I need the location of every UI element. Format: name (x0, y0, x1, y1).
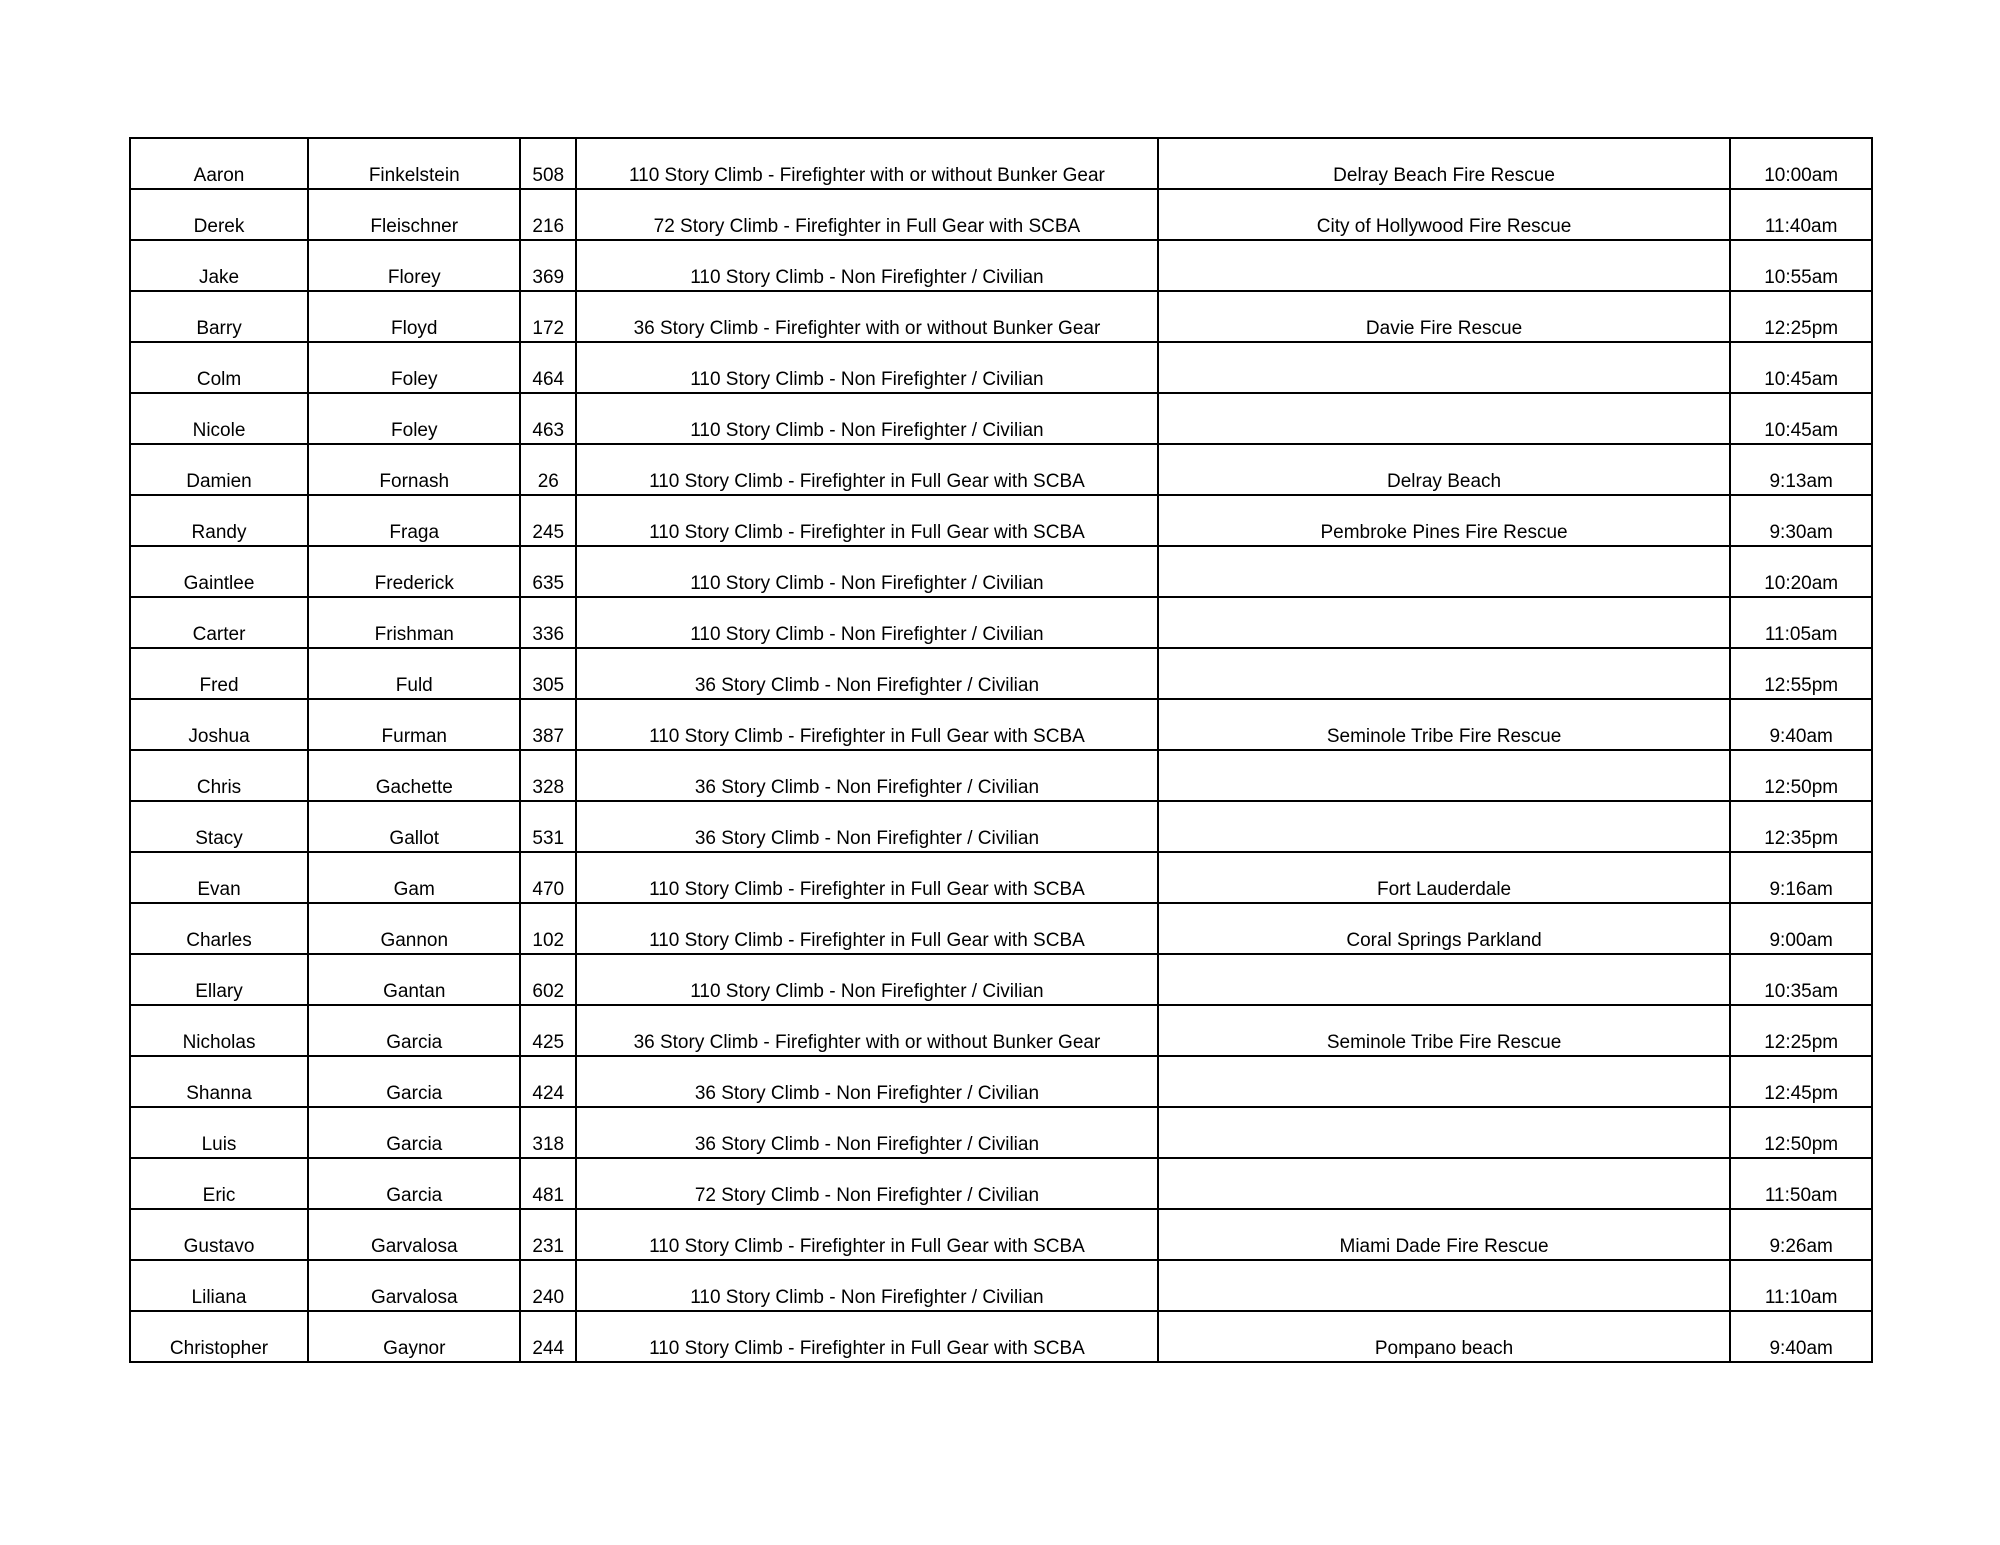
participant-table-body (130, 138, 1872, 1362)
table-row (130, 495, 1872, 546)
last-name-cell: Garcia (308, 1158, 520, 1209)
table-row (130, 546, 1872, 597)
table-row (130, 1311, 1872, 1362)
first-name-cell: Gustavo (130, 1209, 308, 1260)
start-time-cell: 9:40am (1730, 1311, 1872, 1362)
department-cell (1158, 1107, 1731, 1158)
event-cell: 36 Story Climb - Non Firefighter / Civilian (576, 750, 1158, 801)
department-cell: City of Hollywood Fire Rescue (1158, 189, 1731, 240)
last-name-cell: Frishman (308, 597, 520, 648)
start-time-cell: 10:00am (1730, 138, 1872, 189)
department-cell: Davie Fire Rescue (1158, 291, 1731, 342)
last-name-cell: Frederick (308, 546, 520, 597)
table-row (130, 852, 1872, 903)
start-time-cell: 10:45am (1730, 342, 1872, 393)
first-name-cell: Stacy (130, 801, 308, 852)
start-time-cell: 12:25pm (1730, 291, 1872, 342)
bib-number-cell: 531 (520, 801, 576, 852)
event-cell: 110 Story Climb - Non Firefighter / Civilian (576, 597, 1158, 648)
table-row (130, 699, 1872, 750)
event-cell: 36 Story Climb - Non Firefighter / Civilian (576, 648, 1158, 699)
last-name-cell: Fraga (308, 495, 520, 546)
table-row (130, 648, 1872, 699)
department-cell: Seminole Tribe Fire Rescue (1158, 1005, 1731, 1056)
last-name-cell: Fornash (308, 444, 520, 495)
table-row (130, 444, 1872, 495)
last-name-cell: Garvalosa (308, 1260, 520, 1311)
first-name-cell: Gaintlee (130, 546, 308, 597)
bib-number-cell: 481 (520, 1158, 576, 1209)
first-name-cell: Eric (130, 1158, 308, 1209)
event-cell: 36 Story Climb - Firefighter with or without Bunker Gear (576, 291, 1158, 342)
department-cell (1158, 648, 1731, 699)
department-cell: Pompano beach (1158, 1311, 1731, 1362)
department-cell (1158, 342, 1731, 393)
first-name-cell: Barry (130, 291, 308, 342)
event-cell: 110 Story Climb - Firefighter in Full Gear with SCBA (576, 444, 1158, 495)
event-cell: 110 Story Climb - Firefighter with or without Bunker Gear (576, 138, 1158, 189)
table-row (130, 954, 1872, 1005)
table-row (130, 1209, 1872, 1260)
table-row (130, 750, 1872, 801)
last-name-cell: Gallot (308, 801, 520, 852)
event-cell: 72 Story Climb - Firefighter in Full Gear with SCBA (576, 189, 1158, 240)
event-cell: 36 Story Climb - Non Firefighter / Civilian (576, 1107, 1158, 1158)
bib-number-cell: 26 (520, 444, 576, 495)
department-cell (1158, 1260, 1731, 1311)
start-time-cell: 11:05am (1730, 597, 1872, 648)
department-cell: Delray Beach Fire Rescue (1158, 138, 1731, 189)
bib-number-cell: 231 (520, 1209, 576, 1260)
event-cell: 110 Story Climb - Non Firefighter / Civilian (576, 546, 1158, 597)
first-name-cell: Christopher (130, 1311, 308, 1362)
bib-number-cell: 424 (520, 1056, 576, 1107)
table-row (130, 1005, 1872, 1056)
first-name-cell: Aaron (130, 138, 308, 189)
event-cell: 36 Story Climb - Non Firefighter / Civilian (576, 801, 1158, 852)
bib-number-cell: 336 (520, 597, 576, 648)
first-name-cell: Derek (130, 189, 308, 240)
start-time-cell: 11:10am (1730, 1260, 1872, 1311)
start-time-cell: 12:35pm (1730, 801, 1872, 852)
start-time-cell: 10:45am (1730, 393, 1872, 444)
bib-number-cell: 102 (520, 903, 576, 954)
bib-number-cell: 328 (520, 750, 576, 801)
event-cell: 110 Story Climb - Non Firefighter / Civilian (576, 954, 1158, 1005)
department-cell (1158, 393, 1731, 444)
start-time-cell: 11:40am (1730, 189, 1872, 240)
bib-number-cell: 508 (520, 138, 576, 189)
table-row (130, 240, 1872, 291)
first-name-cell: Nicole (130, 393, 308, 444)
department-cell (1158, 546, 1731, 597)
last-name-cell: Garcia (308, 1107, 520, 1158)
last-name-cell: Florey (308, 240, 520, 291)
start-time-cell: 12:45pm (1730, 1056, 1872, 1107)
last-name-cell: Gantan (308, 954, 520, 1005)
last-name-cell: Foley (308, 342, 520, 393)
table-row (130, 597, 1872, 648)
last-name-cell: Gannon (308, 903, 520, 954)
department-cell (1158, 801, 1731, 852)
department-cell (1158, 240, 1731, 291)
first-name-cell: Damien (130, 444, 308, 495)
bib-number-cell: 463 (520, 393, 576, 444)
event-cell: 110 Story Climb - Firefighter in Full Gear with SCBA (576, 1311, 1158, 1362)
first-name-cell: Charles (130, 903, 308, 954)
department-cell: Delray Beach (1158, 444, 1731, 495)
start-time-cell: 9:40am (1730, 699, 1872, 750)
first-name-cell: Shanna (130, 1056, 308, 1107)
first-name-cell: Nicholas (130, 1005, 308, 1056)
start-time-cell: 12:25pm (1730, 1005, 1872, 1056)
bib-number-cell: 240 (520, 1260, 576, 1311)
last-name-cell: Garvalosa (308, 1209, 520, 1260)
bib-number-cell: 387 (520, 699, 576, 750)
start-time-cell: 9:26am (1730, 1209, 1872, 1260)
first-name-cell: Liliana (130, 1260, 308, 1311)
last-name-cell: Fleischner (308, 189, 520, 240)
event-cell: 72 Story Climb - Non Firefighter / Civilian (576, 1158, 1158, 1209)
event-cell: 110 Story Climb - Non Firefighter / Civilian (576, 240, 1158, 291)
bib-number-cell: 602 (520, 954, 576, 1005)
start-time-cell: 10:20am (1730, 546, 1872, 597)
event-cell: 36 Story Climb - Non Firefighter / Civilian (576, 1056, 1158, 1107)
start-time-cell: 12:55pm (1730, 648, 1872, 699)
last-name-cell: Gachette (308, 750, 520, 801)
department-cell (1158, 597, 1731, 648)
table-row (130, 138, 1872, 189)
first-name-cell: Colm (130, 342, 308, 393)
table-row (130, 342, 1872, 393)
first-name-cell: Ellary (130, 954, 308, 1005)
department-cell: Fort Lauderdale (1158, 852, 1731, 903)
first-name-cell: Jake (130, 240, 308, 291)
bib-number-cell: 425 (520, 1005, 576, 1056)
start-time-cell: 10:55am (1730, 240, 1872, 291)
event-cell: 110 Story Climb - Firefighter in Full Gear with SCBA (576, 1209, 1158, 1260)
bib-number-cell: 635 (520, 546, 576, 597)
table-row (130, 393, 1872, 444)
event-cell: 36 Story Climb - Firefighter with or without Bunker Gear (576, 1005, 1158, 1056)
start-time-cell: 10:35am (1730, 954, 1872, 1005)
bib-number-cell: 245 (520, 495, 576, 546)
table-row (130, 1260, 1872, 1311)
table-row (130, 801, 1872, 852)
table-row (130, 1107, 1872, 1158)
bib-number-cell: 172 (520, 291, 576, 342)
first-name-cell: Joshua (130, 699, 308, 750)
first-name-cell: Carter (130, 597, 308, 648)
event-cell: 110 Story Climb - Firefighter in Full Gear with SCBA (576, 903, 1158, 954)
event-cell: 110 Story Climb - Firefighter in Full Gear with SCBA (576, 495, 1158, 546)
department-cell: Miami Dade Fire Rescue (1158, 1209, 1731, 1260)
last-name-cell: Gaynor (308, 1311, 520, 1362)
department-cell (1158, 1056, 1731, 1107)
department-cell (1158, 1158, 1731, 1209)
last-name-cell: Floyd (308, 291, 520, 342)
department-cell (1158, 750, 1731, 801)
last-name-cell: Garcia (308, 1005, 520, 1056)
table-row (130, 1056, 1872, 1107)
last-name-cell: Fuld (308, 648, 520, 699)
last-name-cell: Garcia (308, 1056, 520, 1107)
department-cell: Seminole Tribe Fire Rescue (1158, 699, 1731, 750)
table-row (130, 1158, 1872, 1209)
first-name-cell: Fred (130, 648, 308, 699)
bib-number-cell: 244 (520, 1311, 576, 1362)
table-row (130, 189, 1872, 240)
last-name-cell: Foley (308, 393, 520, 444)
event-cell: 110 Story Climb - Non Firefighter / Civilian (576, 342, 1158, 393)
department-cell: Pembroke Pines Fire Rescue (1158, 495, 1731, 546)
bib-number-cell: 470 (520, 852, 576, 903)
bib-number-cell: 305 (520, 648, 576, 699)
event-cell: 110 Story Climb - Non Firefighter / Civilian (576, 1260, 1158, 1311)
department-cell: Coral Springs Parkland (1158, 903, 1731, 954)
last-name-cell: Furman (308, 699, 520, 750)
bib-number-cell: 464 (520, 342, 576, 393)
start-time-cell: 11:50am (1730, 1158, 1872, 1209)
first-name-cell: Chris (130, 750, 308, 801)
bib-number-cell: 216 (520, 189, 576, 240)
table-row (130, 903, 1872, 954)
start-time-cell: 12:50pm (1730, 1107, 1872, 1158)
first-name-cell: Evan (130, 852, 308, 903)
table-row (130, 291, 1872, 342)
department-cell (1158, 954, 1731, 1005)
start-time-cell: 12:50pm (1730, 750, 1872, 801)
bib-number-cell: 369 (520, 240, 576, 291)
last-name-cell: Finkelstein (308, 138, 520, 189)
first-name-cell: Randy (130, 495, 308, 546)
start-time-cell: 9:00am (1730, 903, 1872, 954)
start-time-cell: 9:30am (1730, 495, 1872, 546)
event-cell: 110 Story Climb - Non Firefighter / Civilian (576, 393, 1158, 444)
start-time-cell: 9:16am (1730, 852, 1872, 903)
bib-number-cell: 318 (520, 1107, 576, 1158)
start-time-cell: 9:13am (1730, 444, 1872, 495)
last-name-cell: Gam (308, 852, 520, 903)
event-cell: 110 Story Climb - Firefighter in Full Gear with SCBA (576, 699, 1158, 750)
first-name-cell: Luis (130, 1107, 308, 1158)
event-cell: 110 Story Climb - Firefighter in Full Gear with SCBA (576, 852, 1158, 903)
participant-table (129, 137, 1873, 1363)
